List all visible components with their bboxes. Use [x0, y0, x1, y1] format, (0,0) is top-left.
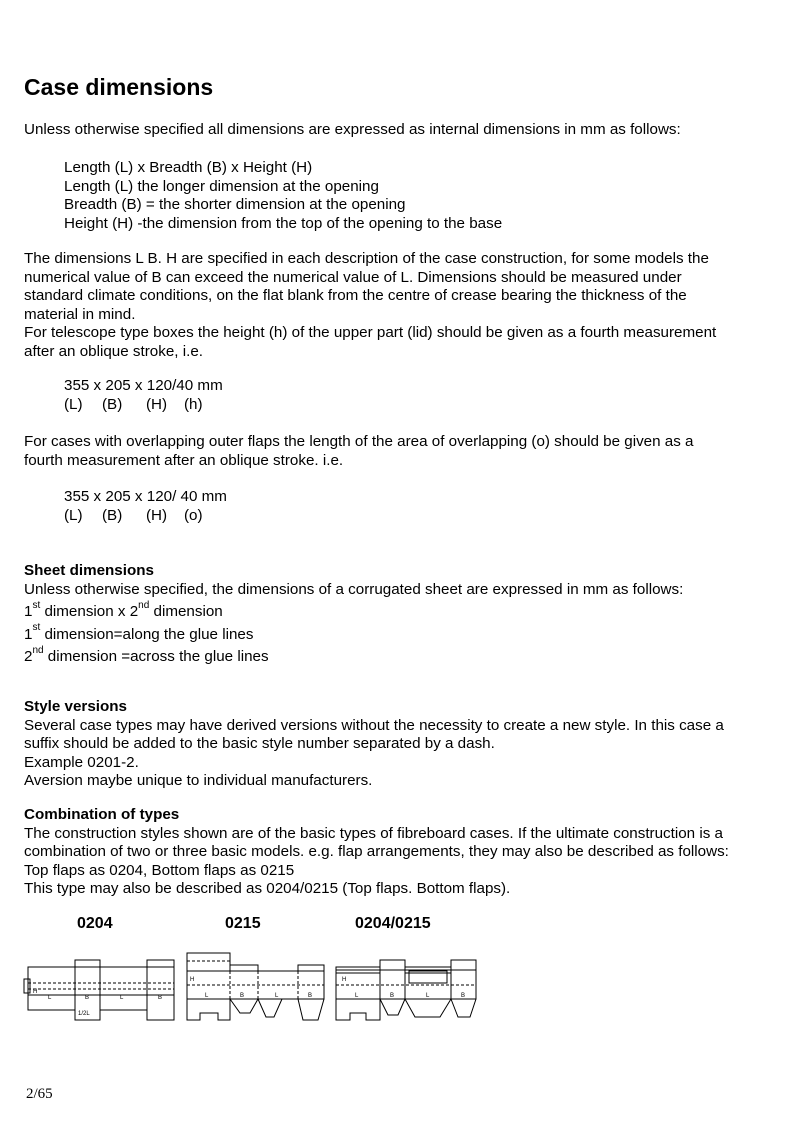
side-mark: H	[190, 977, 195, 983]
diagram-0215-marks	[190, 977, 312, 999]
side-mark: H	[33, 989, 38, 995]
panel-letter: B	[158, 995, 163, 1001]
sheet-line-1	[24, 599, 776, 622]
panel-letter: L	[205, 993, 209, 999]
section-text: Aversion maybe unique to individual manufacturers.	[24, 772, 373, 789]
label-b: (B)	[102, 395, 123, 413]
dimension-def: Length (L) x Breadth (B) x Height (H)	[64, 159, 313, 176]
box-blank-diagrams	[0, 945, 800, 1045]
diagram-0204	[24, 960, 174, 1020]
ordinal-number: 1	[24, 603, 33, 620]
paragraph-line: numerical value of B can exceed the numerical value of L. Dimensions should be measured under	[24, 268, 682, 286]
panel-letter: B	[390, 993, 395, 999]
section-text: Unless otherwise specified, the dimensions of a corrugated sheet are expressed in mm as follows:	[24, 580, 684, 598]
section-text: Several case types may have derived versions without the necessity to create a new style. In this case a	[24, 716, 724, 734]
label-h: (H)	[146, 506, 168, 524]
panel-letter: B	[240, 993, 245, 999]
text-span: dimension=along the glue lines	[40, 625, 254, 643]
text-span: dimension x 2	[40, 603, 139, 620]
dimension-definitions	[24, 159, 800, 233]
panel-letter: B	[461, 993, 466, 999]
side-mark: H	[342, 977, 347, 983]
dimension-def: Length (L) the longer dimension at the opening	[64, 177, 379, 195]
intro-text: Unless otherwise specified all dimensions are expressed as internal dimensions in mm as follows:	[24, 121, 681, 138]
diagram-0215	[187, 953, 324, 1020]
label-o: (o)	[184, 506, 203, 524]
panel-letter: B	[85, 995, 90, 1001]
section-heading: Combination of types	[24, 806, 180, 823]
diagram-label-0204-0215: 0204/0215	[355, 915, 431, 932]
diagram-0204-marks	[33, 989, 162, 1017]
example-telescope	[24, 377, 800, 414]
paragraph-line: For cases with overlapping outer flaps the length of the area of overlapping (o) should be given as a	[24, 433, 694, 450]
panel-letter: B	[308, 993, 313, 999]
paragraph-line: For telescope type boxes the height (h) of the upper part (lid) should be given as a fourth measurement	[24, 324, 717, 341]
diagram-label-0204: 0204	[77, 915, 113, 932]
ordinal-suffix: st	[32, 599, 41, 611]
example-value: 355 x 205 x 120/ 40 mm	[64, 488, 227, 505]
overlap-paragraph	[24, 433, 776, 470]
label-b: (B)	[102, 506, 123, 524]
section-text: Example 0201-2.	[24, 753, 139, 771]
text-span: dimension	[149, 603, 223, 620]
paragraph-line: fourth measurement after an oblique stroke. i.e.	[24, 451, 344, 469]
sheet-dimensions-section	[24, 562, 776, 667]
sheet-line-3	[24, 644, 776, 667]
page-title: Case dimensions	[24, 74, 214, 100]
section-text: This type may also be described as 0204/0215 (Top flaps. Bottom flaps).	[24, 880, 511, 897]
section-heading: Sheet dimensions	[24, 562, 154, 579]
page-number: 2/65	[26, 1086, 53, 1102]
example-overlap	[24, 488, 800, 525]
ordinal-suffix: st	[32, 622, 41, 634]
side-mark: 1/2L	[78, 1011, 90, 1017]
label-l: (L)	[64, 395, 83, 413]
ordinal-number: 2	[24, 648, 33, 665]
section-heading: Style versions	[24, 698, 127, 715]
combination-section	[24, 806, 776, 899]
example-labels	[64, 507, 800, 526]
sheet-line-2	[24, 622, 776, 645]
section-text: suffix should be added to the basic style number separated by a dash.	[24, 735, 495, 752]
diagram-0204-0215	[336, 960, 476, 1020]
dimension-def: Breadth (B) = the shorter dimension at the opening	[64, 196, 406, 213]
ordinal-suffix: nd	[32, 644, 44, 656]
ordinal-suffix: nd	[138, 599, 150, 611]
label-h: (H)	[146, 395, 168, 413]
panel-letter: L	[120, 995, 124, 1001]
paragraph-line: standard climate conditions, on the flat blank from the centre of crease bearing the thickness of the	[24, 287, 687, 304]
label-l: (L)	[64, 506, 83, 524]
section-text: combination of two or three basic models. e.g. flap arrangements, they may also be described as follows:	[24, 843, 729, 860]
panel-letter: L	[426, 993, 430, 999]
example-labels	[64, 396, 800, 415]
style-versions-section	[24, 698, 776, 791]
dimension-def: Height (H) -the dimension from the top of the opening to the base	[64, 214, 503, 232]
label-h-lid: (h)	[184, 395, 203, 413]
paragraph-line: The dimensions L B. H are specified in each description of the case construction, for some models the	[24, 250, 709, 267]
paragraph-line: material in mind.	[24, 305, 136, 323]
text-span: dimension =across the glue lines	[43, 648, 269, 665]
panel-letter: L	[275, 993, 279, 999]
section-text: The construction styles shown are of the basic types of fibreboard cases. If the ultimate construction is a	[24, 824, 723, 842]
panel-letter: L	[355, 993, 359, 999]
lbh-paragraph	[24, 250, 776, 361]
ordinal-number: 1	[24, 625, 33, 643]
paragraph-line: after an oblique stroke, i.e.	[24, 342, 203, 360]
diagram-label-0215: 0215	[225, 915, 261, 932]
example-value: 355 x 205 x 120/40 mm	[64, 377, 223, 394]
section-text: Top flaps as 0204, Bottom flaps as 0215	[24, 861, 295, 879]
panel-letter: L	[48, 995, 52, 1001]
